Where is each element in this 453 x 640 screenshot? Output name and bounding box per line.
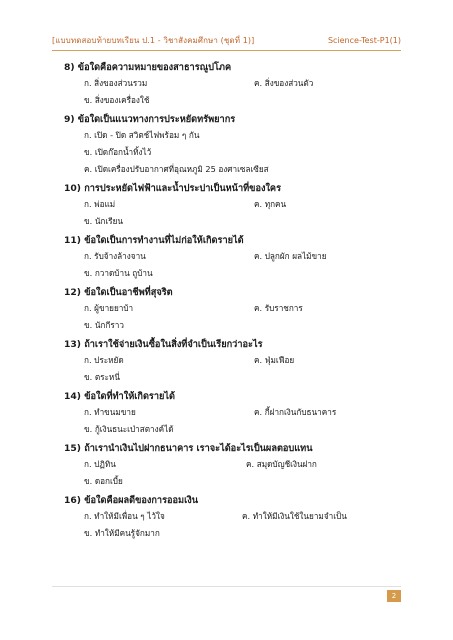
question-text: 9) ข้อใดเป็นแนวทางการประหยัดทรัพยากร xyxy=(64,114,236,125)
choice-option[interactable]: ค. ทำให้มีเงินใช้ในยามจำเป็น xyxy=(242,511,347,521)
question-block xyxy=(64,337,401,386)
choice-option[interactable]: ค. ทุกคน xyxy=(254,199,287,209)
question-block xyxy=(64,441,401,490)
choice-option[interactable]: ข. นักเรียน xyxy=(84,216,123,226)
question-block xyxy=(64,112,401,178)
choice-option[interactable]: ก. ปฏิทิน xyxy=(84,459,116,469)
question-text: 13) ถ้าเราใช้จ่ายเงินซื้อในสิ่งที่จำเป็นเรียกว่าอะไร xyxy=(64,339,263,350)
choice-option[interactable]: ข. นักกีราว xyxy=(84,320,124,330)
choice-option[interactable]: ก. ทำขนมขาย xyxy=(84,407,136,417)
choice-row xyxy=(64,525,401,542)
question-text: 16) ข้อใดคือผลดีของการออมเงิน xyxy=(64,495,199,506)
choice-row xyxy=(64,92,401,109)
choice-option[interactable]: ข. สิ่งของเครื่องใช้ xyxy=(84,95,150,105)
choice-row xyxy=(64,369,401,386)
choice-row xyxy=(64,265,401,282)
choice-option[interactable]: ข. กวาดบ้าน ถูบ้าน xyxy=(84,268,153,278)
choice-row xyxy=(64,352,401,369)
choice-option[interactable]: ก. พ่อแม่ xyxy=(84,199,116,209)
choice-row xyxy=(64,473,401,490)
choice-row xyxy=(64,144,401,161)
choice-option[interactable]: ข. ดอกเบี้ย xyxy=(84,476,123,486)
question-list xyxy=(64,57,401,542)
choice-row xyxy=(64,404,401,421)
choice-row xyxy=(64,248,401,265)
choice-option[interactable]: ค. ปลูกผัก ผลไม้ขาย xyxy=(254,251,327,261)
choice-row xyxy=(64,75,401,92)
header-title: [แบบทดสอบท้ายบทเรียน ป.1 - วิชาสังคมศึกษา (ชุดที่ 1)] xyxy=(52,35,255,45)
choice-row xyxy=(64,508,401,525)
choice-option[interactable]: ค. สิ่งของส่วนตัว xyxy=(254,78,314,88)
choice-option[interactable]: ค. ฟุ่มเฟือย xyxy=(254,355,295,365)
choice-row xyxy=(64,421,401,438)
question-text: 8) ข้อใดคือความหมายของสาธารณูปโภค xyxy=(64,62,232,73)
choice-option[interactable]: ก. ผู้ขายยาบ้า xyxy=(84,303,134,313)
question-block xyxy=(64,493,401,542)
choice-row xyxy=(64,161,401,178)
footer-rule xyxy=(52,586,401,587)
choice-option[interactable]: ค. สมุดบัญชีเงินฝาก xyxy=(246,459,317,469)
question-block xyxy=(64,60,401,109)
question-text: 12) ข้อใดเป็นอาชีพที่สุจริต xyxy=(64,287,173,298)
choice-option[interactable]: ข. ทำให้มีคนรู้จักมาก xyxy=(84,528,160,538)
question-block xyxy=(64,389,401,438)
choice-option[interactable]: ก. ทำให้มีเพื่อน ๆ ไว้ใจ xyxy=(84,511,165,521)
question-text: 15) ถ้าเรานำเงินไปฝากธนาคาร เราจะได้อะไรเป็นผลตอบแทน xyxy=(64,443,313,454)
choice-option[interactable]: ค. กี้ฝากเงินกับธนาคาร xyxy=(254,407,337,417)
choice-option[interactable]: ข. กู้เงินธนะเป่าสตางค์ได้ xyxy=(84,424,174,434)
choice-row xyxy=(64,300,401,317)
choice-option[interactable]: ก. ประหยัด xyxy=(84,355,124,365)
question-block xyxy=(64,233,401,282)
question-text: 11) ข้อใดเป็นการทำงานที่ไม่ก่อให้เกิดรายได้ xyxy=(64,235,244,246)
choice-row xyxy=(64,196,401,213)
choice-option[interactable]: ค. รับราชการ xyxy=(254,303,303,313)
choice-option[interactable]: ค. เปิดเครื่องปรับอากาศที่อุณหภูมิ 25 องศาเซลเซียส xyxy=(84,164,269,174)
question-text: 14) ข้อใดที่ทำให้เกิดรายได้ xyxy=(64,391,175,402)
choice-row xyxy=(64,127,401,144)
choice-option[interactable]: ก. รับจ้างล้างจาน xyxy=(84,251,146,261)
page-number-badge: 2 xyxy=(387,590,401,602)
choice-row xyxy=(64,213,401,230)
choice-option[interactable]: ข. ตระหนี่ xyxy=(84,372,120,382)
choice-option[interactable]: ก. เปิด - ปิด สวิตช์ไฟพร้อม ๆ กัน xyxy=(84,130,200,140)
page-header xyxy=(52,30,401,51)
choice-row xyxy=(64,317,401,334)
question-text: 10) การประหยัดไฟฟ้าและน้ำประปาเป็นหน้าที่ของใคร xyxy=(64,183,282,194)
choice-row xyxy=(64,456,401,473)
question-block xyxy=(64,285,401,334)
header-code: Science-Test-P1(1) xyxy=(327,35,401,45)
choice-option[interactable]: ก. สิ่งของส่วนรวม xyxy=(84,78,148,88)
question-block xyxy=(64,181,401,230)
choice-option[interactable]: ข. เปิดก๊อกน้ำทิ้งไว้ xyxy=(84,147,152,157)
